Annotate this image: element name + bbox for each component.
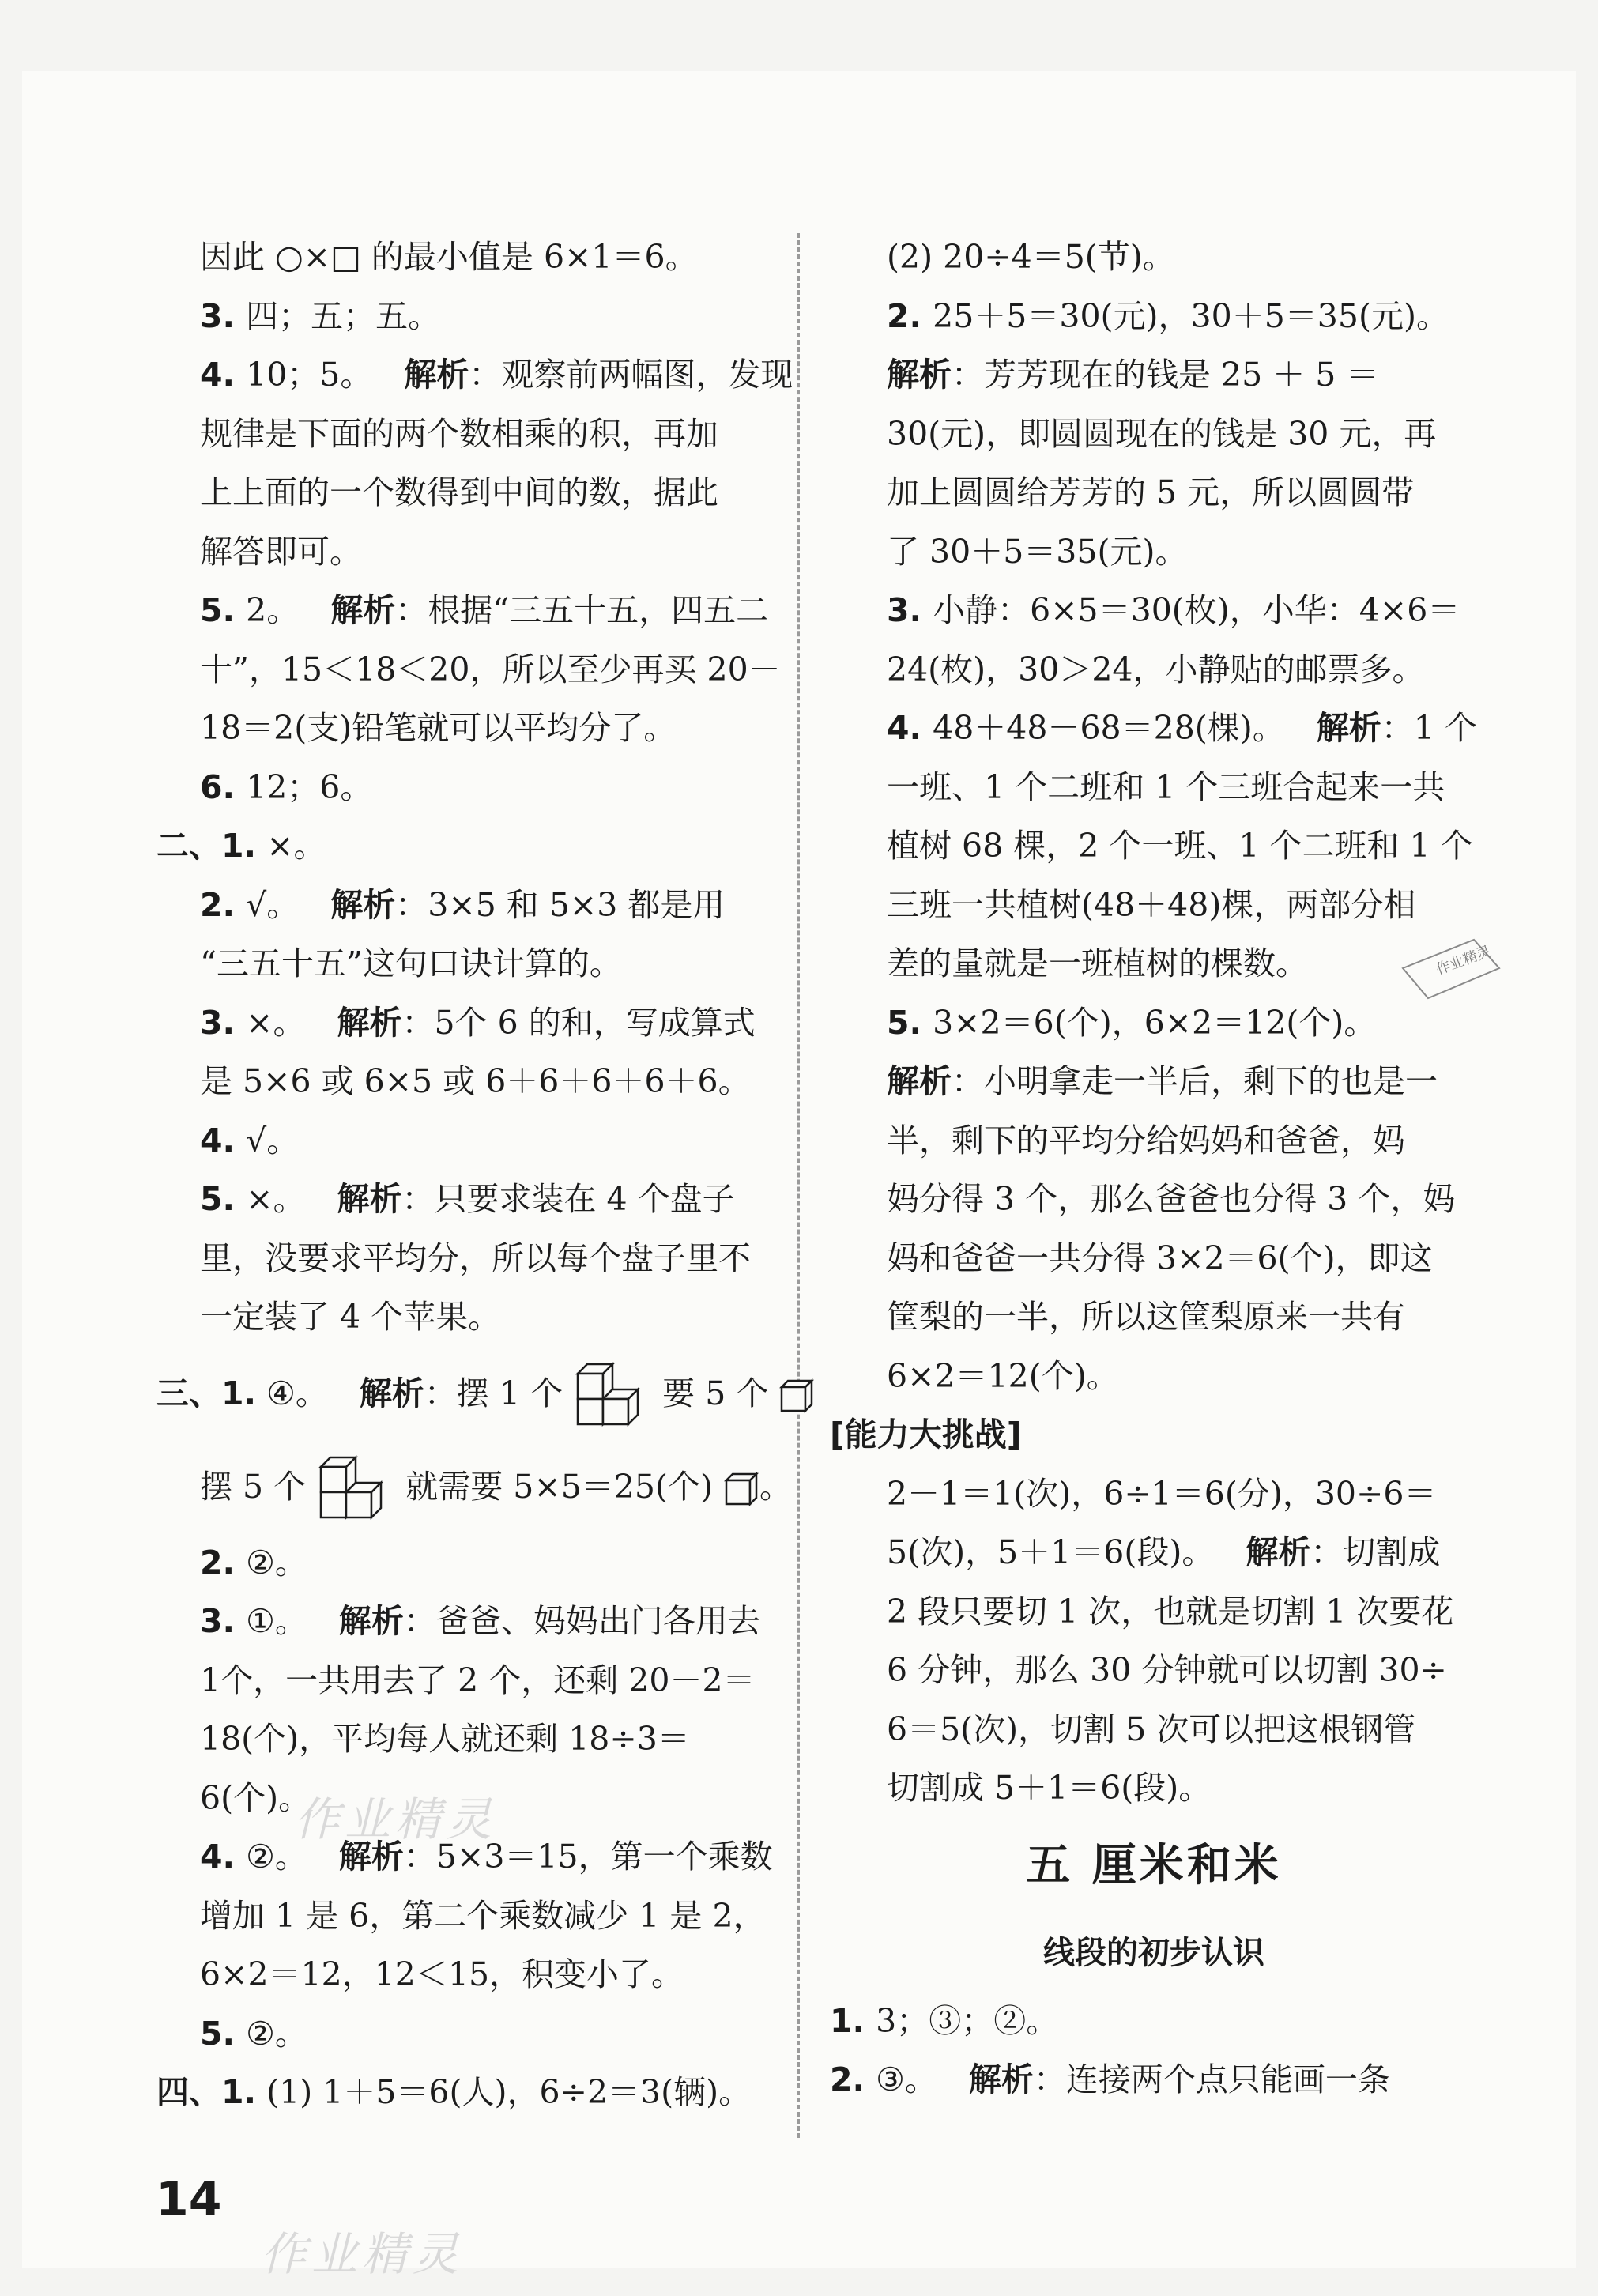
small-cube-icon bbox=[778, 1378, 815, 1414]
section-item: 三、1. ④。 解析：摆 1 个 要 5 个 bbox=[156, 1347, 781, 1440]
text-line: 是 5×6 或 6×5 或 6＋6＋6＋6＋6。 bbox=[200, 1062, 751, 1100]
answer-item: 3. 四；五；五。 bbox=[200, 296, 441, 335]
text-line: 一定装了 4 个苹果。 bbox=[200, 1298, 501, 1336]
answer-item: 5. ②。 bbox=[200, 2014, 307, 2053]
stacked-cubes-icon bbox=[316, 1450, 395, 1529]
text-line: 半，剩下的平均分给妈妈和爸爸，妈 bbox=[887, 1121, 1405, 1159]
watermark: 作业精灵 bbox=[261, 2227, 464, 2281]
answer-item: 4. ②。 解析：5×3＝15，第一个乘数 bbox=[200, 1838, 773, 1876]
answer-item: 5. 3×2＝6(个)，6×2＝12(个)。 bbox=[887, 1003, 1377, 1042]
right-column bbox=[830, 228, 1478, 2109]
text-line: 筐梨的一半，所以这筐梨原来一共有 bbox=[887, 1298, 1405, 1336]
text-line: 6 分钟，那么 30 分钟就可以切割 30÷ bbox=[887, 1651, 1447, 1689]
text-line: 十”，15＜18＜20，所以至少再买 20－ bbox=[200, 650, 781, 688]
text-line: 切割成 5＋1＝6(段)。 bbox=[887, 1769, 1212, 1807]
answer-item: 5. 2。 解析：根据“三五十五，四五二 bbox=[200, 591, 769, 629]
answer-item: 5. ×。 解析：只要求装在 4 个盘子 bbox=[200, 1180, 735, 1218]
analysis-line: 解析：芳芳现在的钱是 25 ＋ 5 ＝ bbox=[887, 356, 1379, 394]
text-line: 6×2＝12(个)。 bbox=[887, 1356, 1119, 1395]
answer-item: 2. ②。 bbox=[200, 1543, 307, 1582]
answer-item: 2. ③。 解析：连接两个点只能画一条 bbox=[830, 2060, 1390, 2098]
text-line: 一班、1 个二班和 1 个三班合起来一共 bbox=[887, 767, 1445, 806]
text-line: 5(次)，5＋1＝6(段)。 解析：切割成 bbox=[887, 1533, 1441, 1571]
text-line: 差的量就是一班植树的棵数。 bbox=[887, 944, 1308, 982]
text-line: 18＝2(支)铅笔就可以平均分了。 bbox=[200, 709, 677, 747]
text-line: 妈和爸爸一共分得 3×2＝6(个)，即这 bbox=[887, 1238, 1433, 1277]
text-line: 24(枚)，30＞24，小静贴的邮票多。 bbox=[887, 650, 1425, 688]
text-line: 2－1＝1(次)，6÷1＝6(分)，30÷6＝ bbox=[887, 1474, 1437, 1513]
text-line: 6(个)。 bbox=[200, 1778, 311, 1817]
text-line: 植树 68 棵，2 个一班、1 个二班和 1 个 bbox=[887, 827, 1473, 865]
answer-item: 3. ①。 解析：爸爸、妈妈出门各用去 bbox=[200, 1602, 760, 1640]
text-line: 1个，一共用去了 2 个，还剩 20－2＝ bbox=[200, 1661, 756, 1699]
answer-item: 1. 3；③；②。 bbox=[830, 2001, 1059, 2040]
answer-item: 4. 48＋48－68＝28(棵)。 解析：1 个 bbox=[887, 709, 1477, 747]
stacked-cubes-icon bbox=[573, 1356, 652, 1435]
small-cube-icon bbox=[723, 1471, 759, 1507]
section-item: 二、1. ×。 bbox=[156, 827, 326, 865]
text-line: 18(个)，平均每人就还剩 18÷3＝ bbox=[200, 1720, 690, 1758]
text-line: 解答即可。 bbox=[200, 532, 362, 571]
chapter-title: 五 厘米和米 bbox=[1026, 1839, 1282, 1891]
text-line: 增加 1 是 6，第二个乘数减少 1 是 2， bbox=[200, 1896, 766, 1935]
text-line: 妈分得 3 个，那么爸爸也分得 3 个，妈 bbox=[887, 1180, 1456, 1218]
text-line: 摆 5 个 就需要 5×5＝25(个) 。 bbox=[156, 1440, 781, 1533]
stamp-logo-icon bbox=[1395, 937, 1506, 1011]
analysis-line: 解析：小明拿走一半后，剩下的也是一 bbox=[887, 1062, 1438, 1100]
answer-item: 3. ×。 解析：5个 6 的和，写成算式 bbox=[200, 1003, 756, 1042]
answer-item: 3. 小静：6×5＝30(枚)，小华：4×6＝ bbox=[887, 591, 1460, 629]
answer-item: 6. 12；6。 bbox=[200, 767, 373, 806]
text-line: 加上圆圆给芳芳的 5 元，所以圆圆带 bbox=[887, 473, 1415, 511]
challenge-heading: [能力大挑战] bbox=[830, 1416, 1022, 1453]
watermark: 作业精灵 bbox=[294, 1793, 497, 1846]
text-line: 因此 ○×□ 的最小值是 6×1＝6。 bbox=[200, 238, 698, 276]
column-divider bbox=[797, 233, 800, 2138]
section-title: 线段的初步认识 bbox=[1043, 1934, 1264, 1971]
text-line: 6＝5(次)，切割 5 次可以把这根钢管 bbox=[887, 1710, 1416, 1748]
text-line: 里，没要求平均分，所以每个盘子里不 bbox=[200, 1238, 751, 1277]
text-line: 三班一共植树(48＋48)棵，两部分相 bbox=[887, 885, 1416, 924]
text-line: 上上面的一个数得到中间的数，据此 bbox=[200, 473, 718, 511]
text-line: 30(元)，即圆圆现在的钱是 30 元，再 bbox=[887, 414, 1437, 453]
section-item: 四、1. (1) 1＋5＝6(人)，6÷2＝3(辆)。 bbox=[156, 2073, 752, 2111]
page-number: 14 bbox=[156, 2172, 222, 2227]
answer-item: 4. 10；5。 解析：观察前两幅图，发现 bbox=[200, 356, 793, 394]
text-line: 规律是下面的两个数相乘的积，再加 bbox=[200, 414, 718, 453]
answer-item: 2. √。 解析：3×5 和 5×3 都是用 bbox=[200, 885, 726, 924]
text-line: 了 30＋5＝35(元)。 bbox=[887, 532, 1188, 571]
text-line: 2 段只要切 1 次，也就是切割 1 次要花 bbox=[887, 1592, 1454, 1631]
text-line: “三五十五”这句口诀计算的。 bbox=[200, 944, 622, 982]
text-line: (2) 20÷4＝5(节)。 bbox=[887, 238, 1175, 276]
answer-item: 2. 25＋5＝30(元)，30＋5＝35(元)。 bbox=[887, 296, 1449, 335]
answer-item: 4. √。 bbox=[200, 1121, 300, 1159]
stamp-text: 作业精灵 bbox=[1434, 943, 1494, 978]
text-line: 6×2＝12，12＜15，积变小了。 bbox=[200, 1955, 684, 1993]
